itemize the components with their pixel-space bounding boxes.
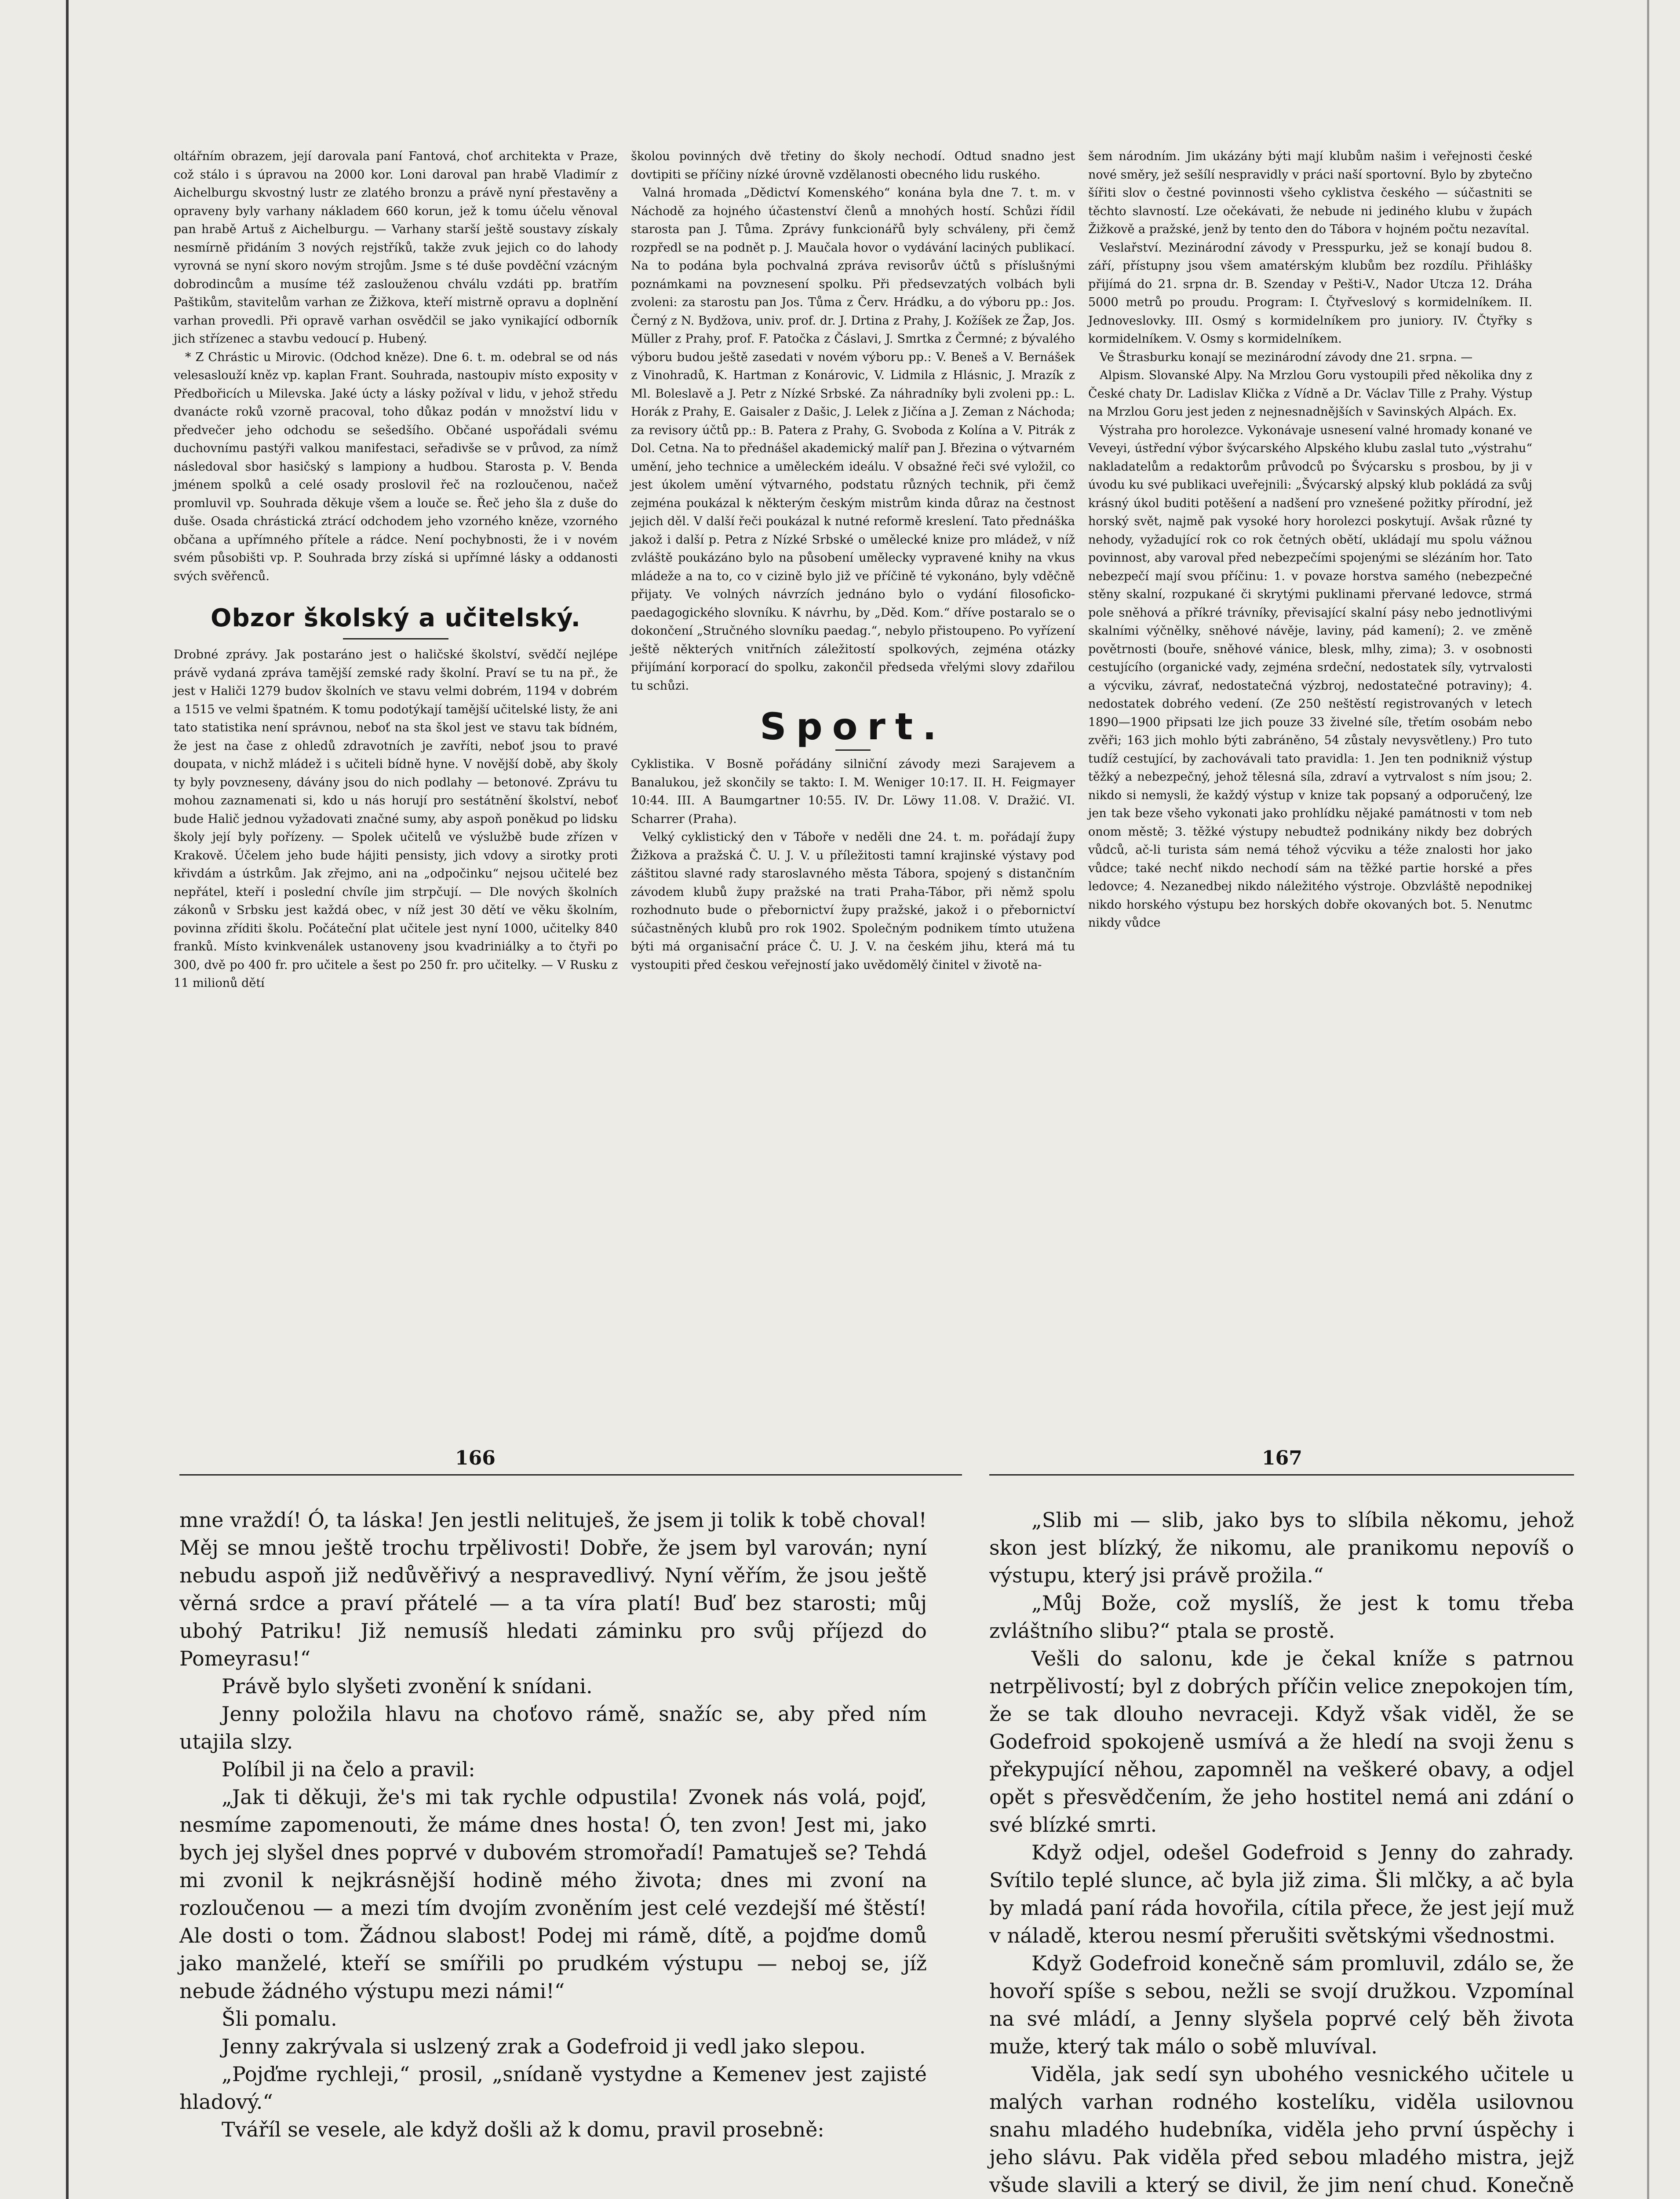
novel-paragraph: Když odjel, odešel Godefroid s Jenny do zahrady. Svítilo teplé slunce, ač byla již zima. Šli mlčky, a ač byla by mladá paní ráda hovořila, cítila přece, že jest její muž v náladě, kterou nesmí přerušiti světskými všednostmi.: [989, 1841, 1574, 1947]
page-number-right: 167: [1262, 1447, 1302, 1469]
novel-page-right: [989, 1506, 1574, 2199]
novel-paragraph: Šli pomalu.: [222, 2007, 337, 2031]
novel-paragraph: „Pojďme rychleji,“ prosil, „snídaně vystydne a Kemenev jest zajisté hladový.“: [179, 2062, 927, 2114]
novel-page-left: [179, 1506, 927, 2144]
section-divider: [343, 638, 448, 639]
article-alpinism: Alpism. Slovanské Alpy. Na Mrzlou Goru vystoupili před několika dny z České chaty Dr. Ladislav Klička z Vídně a Dr. Václav Tille z Prahy. Výstup na Mrzlou Goru jest jeden z nejnesnadnějších v Savinských Alpách. Ex.: [1088, 369, 1532, 419]
column-3: [1088, 147, 1532, 932]
article-school-news: Drobné zprávy. Jak postaráno jest o haličské školství, svědčí nejlépe právě vydaná zpráva tamější zemské rady školní. Praví se tu na př., že jest v Haliči 1279 budov školních ve stavu velmi dobrém, 1194 v dobrém a 1515 ve velmi špatném. K tomu podotýkají tamější učitelské listy, že ani tato statistika není správnou, neboť na sta škol jest ve stavu tak bídném, že jest na čase z ohledů zdravotních je zavříti, neboť jsou to pravé doupata, v nichž mládež i s učiteli bídně hyne. V novější době, aby školy ty byly povzneseny, dávány jsou do nich podlahy — betonové. Zprávu tu mohou zaznamenati si, kdo u nás horují pro sestátnění školství, neboť bude Halič jednou vyžadovati značné sumy, aby aspoň poněkud po lidsku školy její byly pořízeny. — Spolek učitelů ve výslužbě bude zřízen v Krakově. Účelem jeho bude hájiti pensisty, jich vdovy a sirotky proti křivdám a ústrkům. Jak zřejmo, ani na „odpočinku“ nejsou učitelé bez nepřátel, kteří i poslední chvíle jim strpčují. — Dle nových školních zákonů v Srbsku jest každá obec, v níž jest 30 dětí ve věku školním, povinna zříditi školu. Počáteční plat učitele jest nyní 1000, učitelky 840 franků. Místo kvinkvenálek ustanoveny jsou kvadriniálky a to čtyři po 300, dvě po 400 fr. pro učitele a šest po 250 fr. pro učitelky. — V Rusku z 11 milionů dětí: [174, 648, 618, 990]
novel-paragraph: Políbil ji na čelo a pravil:: [222, 1757, 475, 1781]
novel-paragraph: Tváříl se vesele, ale když došli až k domu, pravil prosebně:: [222, 2118, 824, 2141]
article-dedictvi-komenskeho: Valná hromada „Dědictví Komenského“ konána byla dne 7. t. m. v Náchodě za hojného účastenství členů a mnohých hostí. Schůzi řídil starosta pan J. Tůma. Zprávy funkcionářů byly schváleny, při čemž rozpředl se na podnět p. J. Maučala hovor o vydávání laciných publikací. Na to podána byla pochvalná zpráva revisorův účtů s příslušnými poznámkami na povznesení spolku. Při předsevzatých volbách byli zvoleni: za starostu pan Jos. Tůma z Červ. Hrádku, a do výboru pp.: Jos. Černý z N. Bydžova, univ. prof. dr. J. Drtina z Prahy, J. Kožíšek ze Žap, Jos. Müller z Prahy, prof. F. Patočka z Čáslavi, J. Smrtka z Čermné; z bývalého výboru budou ještě zasedati v novém výboru pp.: V. Beneš a V. Bernášek z Vinohradů, K. Hartman z Konárovic, V. Lidmila z Hlásnic, J. Mrazík z Ml. Boleslavě a J. Petr z Nízké Srbské. Za náhradníky byli zvoleni pp.: L. Horák z Prahy, E. Gaisaler z Dašic, J. Lelek z Jičína a J. Zeman z Náchoda; za revisory účtů pp.: B. Patera z Prahy, G. Svoboda z Kolína a V. Pitrák z Dol. Cetna. Na to přednášel akademický malíř pan J. Březina o výtvarném umění, jeho technice a uměleckém ideálu. V obsažné řeči své vyložil, co jest úkolem umění výtvarného, podstatu různých technik, při čemž zejména poukázal k některým českým mistrům kinda důraz na čestnost jejich děl. V další řeči poukázal k nutné reformě kreslení. Tato přednáška jakož i další p. Petra z Nízké Srbské o umělecké knize pro mládež, v níž zvláště poukázáno bylo na působení umělecky vypravené knihy na vkus mládeže a na to, co v cizině bylo již ve příčině té vykonáno, byly vděčně přijaty. Ve volných návrzích jednáno bylo o vydání filosoficko-paedagogického slovníku. K návrhu, by „Děd. Kom.“ dříve postaralo se o dokončení „Stručného slovníku paedag.“, nebylo přistoupeno. Po vyřízení ještě některých vnitřních záležitostí spolkových, zejména otázky přijímání korporací do spolku, zakončil předseda vřelými slovy zdařilou tu schůzi.: [631, 186, 1075, 693]
column-2: [631, 147, 1075, 974]
article-climber-warning: Výstraha pro horolezce. Vykonávaje usnesení valné hromady konané ve Veveyi, ústřední výbor švýcarského Alpského klubu zaslal tuto „výstrahu“ nakladatelům a redaktorům průvodců po Švýcarsku s prosbou, by ji v úvodu ku své publikaci uveřejnili: „Švýcarský alpský klub pokládá za svůj krásný úkol buditi potěšení a nadšení pro vznešené požitky přírodní, jež horský svět, najmě pak vysoké hory horolezci poskytují. Avšak různé ty nehody, vyžadující rok co rok četných obětí, ukládají mu spolu vážnou povinnost, aby varoval před nebezpečími spojenými se slézáním hor. Tato nebezpečí mají svou příčinu: 1. v povaze horstva samého (nebezpečné stěny skalní, rozpukané či skrytými puklinami přervané ledovce, strmá pole sněhová a příkré trávníky, převisající skalní pásy nebo jednotlivými skalními výčnělky, sněhové návěje, laviny, pád kamení); 2. ve změně povětrnosti (bouře, sněhové vánice, blesk, mlhy, zima); 3. v osobnosti cestujícího (organické vady, zejména srdeční, nedostatek síly, vytrvalosti a výcviku, závrať, nedostatečná výzbroj, nedostatečné potraviny); 4. nedostatek dobrého vedení. (Ze 250 neštěstí registrovaných v letech 1890—1900 připsati lze jich pouze 33 živelné síle, třetím osobám nebo zvěři; 163 jich mohlo býti zabráněno, 54 zůstaly nevysvětleny.) Pro tuto tudíž cestující, by zachovávali tato pravidla: 1. Jen ten podnikniž výstup těžký a nebezpečný, jehož tělesná síla, zdraví a vytrvalost s ním jsou; 2. nikdo si nemysli, že každý výstup v knize tak popsaný a odporučený, lze jen tak beze všeho vykonati jako prohlídku nějaké památnosti v tom neb onom městě; 3. těžké výstupy nebudtež podnikány nikdy bez dobrých vůdců, ač-li turista sám nemá téhož výcviku a téže znalosti hor jako vůdce; také nechť nikdo nechodí sám na těžké partie horské a přes ledovce; 4. Nezanedbej nikdo náležitého výstroje. Obzvláště nepodnikej nikdo horského výstupu bez horských dobře okovaných bot. 5. Nenutmc nikdy vůdce: [1088, 423, 1532, 930]
novel-paragraph: Když Godefroid konečně sám promluvil, zdálo se, že hovoří spíše s sebou, nežli se svojí družkou. Vzpomínal na své mládí, a Jenny slyšela poprvé celý běh života muže, který tak málo o sobě mluvíval.: [989, 1951, 1574, 2058]
article-cycling-continued: šem národním. Jim ukázány býti mají klubům našim i veřejnosti české nové směry, jež sešílí nespravidly v práci naší sportovní. Bylo by zbytečno šířiti slov o čestné povinnosti všeho cyklistva českého — súčastniti se těchto slavností. Lze očekávati, že nebude ni jediného klubu v župách Žižkově a pražské, jenž by tento den do Tábora v hojném počtu nezavítal.: [1088, 150, 1532, 236]
novel-paragraph: „Jak ti děkuji, že's mi tak rychle odpustila! Zvonek nás volá, pojď, nesmíme zapomenouti, že máme dnes hosta! Ó, ten zvon! Jest mi, jako bych jej slyšel dnes poprvé v dubovém stromořadí! Pamatuješ se? Tehdá mi zvonil k nejkrásnější hodině mého života; dnes mi zvoní na rozloučenou — a mezi tím dvojím zvoněním jest celé vezdejší mé štěstí! Ale dosti o tom. Žádnou slabost! Podej mi rámě, dítě, a pojďme domů jako manželé, kteří se smířili po prudkém výstupu — neboj se, jíž nebude žádného výstupu mezi námi!“: [179, 1785, 927, 2003]
page-header-rule-right: [989, 1474, 1574, 1476]
article-school-continued: školou povinných dvě třetiny do školy nechodí. Odtud snadno jest dovtipiti se příčiny nízké úrovně vzdělanosti obecného lidu ruského.: [631, 150, 1075, 182]
novel-paragraph: Jenny zakrývala si uslzený zrak a Godefroid ji vedl jako slepou.: [222, 2035, 866, 2058]
novel-paragraph: Vešli do salonu, kde je čekal kníže s patrnou netrpělivostí; byl z dobrých příčin velice znepokojen tím, že se tak dlouho nevraceji. Když však viděl, že se Godefroid spokojeně usmívá a že hledí na svoji ženu s překypující něhou, zapomněl na veškeré obavy, a odjel opět s přesvědčením, že jeho hostitel nemá ani zdání o své blízké smrti.: [989, 1647, 1574, 1837]
novel-paragraph: Právě bylo slyšeti zvonění k snídani.: [222, 1674, 593, 1698]
article-cycling-bosnia: Cyklistika. V Bosně pořádány silniční závody mezi Sarajevem a Banalukou, jež skončily se takto: I. M. Weniger 10:17. II. H. Feigmayer 10:44. III. A Baumgartner 10:55. IV. Dr. Löwy 11.08. V. Dražić. VI. Scharrer (Praha).: [631, 757, 1075, 826]
article-chrastice: * Z Chrástic u Mirovic. (Odchod kněze). Dne 6. t. m. odebral se od nás velesaslouží kněz vp. kaplan Frant. Souhrada, nastoupiv místo exposity v Předbořicích u Milevska. Jaké úcty a lásky požíval v lidu, v jehož středu dvanácte roků vzorně pracoval, toho důkaz podán v množství lidu v předvečer jeho odchodu se sešedšího. Občané uspořádali svému duchovnímu pastýři valkou manifestaci, seřadivše se v průvod, za nímž následoval sbor hasičský s lampiony a hudbou. Starosta p. V. Benda jménem spolků a celé osady proslovil řeč na rozloučenou, načež promluvil vp. Souhrada děkuje všem a louče se. Řeč jeho šla z duše do duše. Osada chrástická ztrácí odchodem jeho vzorného kněze, vzorného občana a upřímného přítele a rádce. Není pochybnosti, že i v novém svém působišti vp. P. Souhrada brzy získá si upřímné lásky a oddanosti svých svěřenců.: [174, 350, 618, 583]
novel-paragraph: „Můj Bože, což myslíš, že jest k tomu třeba zvláštního slibu?“ ptala se prostě.: [989, 1591, 1574, 1643]
page-edge-shadow: [66, 0, 69, 2199]
section-heading-school: Obzor školský a učitelský.: [211, 604, 581, 632]
page-edge-right: [1647, 0, 1649, 2199]
novel-paragraph: Viděla, jak sedí syn ubohého vesnického učitele u malých varhan rodného kostelíku, viděla usilovnou snahu mladého hudebníka, viděla jeho první úspěchy i jeho slávu. Pak viděla před sebou mladého mistra, jejž všude slavili a který se divil, že jim není chud. Konečně: [989, 2062, 1574, 2197]
article-organ-repair: oltářním obrazem, její darovala paní Fantová, choť architekta v Praze, což stálo i s úpravou na 2000 kor. Loni daroval pan hrabě Vladimír z Aichelburgu skvostný lustr ze zlatého bronzu a právě nyní přestavěny a opraveny byly varhany nákladem 660 korun, jež k tomu účelu věnoval pan hrabě Artuš z Aichelburgu. — Varhany starší ještě soustavy získaly nesmírně přidáním 3 nových rejstříků, takže zvuk jejich co do lahody vyrovná se nyní skoro novým strojům. Jsme s té duše povděční vzácným dobrodincům a musíme též zaslouženou chválu vzdáti pp. bratřím Paštikům, stavitelům varhan ze Žižkova, kteří mistrně opravu a doplnění varhan provedli. Při opravě varhan osvědčil se jako vynikající odborník jich střízenec a stavbu vedoucí p. Hubený.: [174, 150, 618, 346]
article-cycling-tabor: Velký cyklistický den v Táboře v neděli dne 24. t. m. pořádají župy Žižkova a pražská Č. U. J. V. u příležitosti tamní krajinské výstavy pod záštitou slavné rady staroslavného města Tábora, spojený s distančním závodem klubů župy pražské na trati Praha-Tábor, při němž spolu rozhodnuto bude o přebornictví župy pražské, jakož i o přebornictví súčastněných klubů pro rok 1902. Společným podnikem tímto utužena býti má organisační práce Č. U. J. V. na českém jihu, která má tu vystoupiti před českou veřejností jako uvědomělý činitel v životě na-: [631, 830, 1075, 972]
section-divider: [835, 749, 871, 751]
novel-paragraph: „Slib mi — slib, jako bys to slíbila někomu, jehož skon jest blízký, že nikomu, ale pranikomu nepovíš o výstupu, který jsi právě prožila.“: [989, 1508, 1574, 1587]
page-header-rule-left: [179, 1474, 962, 1476]
novel-paragraph: mne vraždí! Ó, ta láska! Jen jestli nelituješ, že jsem ji tolik k tobě choval! Měj se mnou ještě trochu trpělivosti! Dobře, že jsem byl varován; nyní nebudu aspoň již nedůvěřivý a nespravedlivý. Nyní věřím, že jsou ještě věrná srdce a praví přátelé — a ta víra platí! Buď bez starosti; můj ubohý Patriku! Již nemusíš hledati záminku pro svůj příjezd do Pomeyrasu!“: [179, 1508, 927, 1670]
article-rowing: Veslařství. Mezinárodní závody v Presspurku, jež se konají budou 8. září, přístupny jsou všem amatérským klubům bez rozdílu. Přihlášky přijímá do 21. srpna dr. B. Szenday v Pešti-V., Nador Utcza 12. Dráha 5000 metrů po proudu. Program: I. Čtyřveslový s kormidelníkem. II. Jednoveslovky. III. Osmý s kormidelníkem pro juniory. IV. Čtyřky s kormidelníkem. V. Osmy s kormidelníkem.: [1088, 241, 1532, 346]
article-strasbourg: Ve Štrasburku konají se mezinárodní závody dne 21. srpna. —: [1100, 350, 1473, 364]
section-heading-sport: Sport.: [760, 705, 946, 748]
novel-paragraph: Jenny položila hlavu na choťovo rámě, snažíc se, aby před ním utajila slzy.: [179, 1702, 927, 1753]
column-1: [174, 147, 618, 993]
page-number-left: 166: [455, 1447, 496, 1469]
